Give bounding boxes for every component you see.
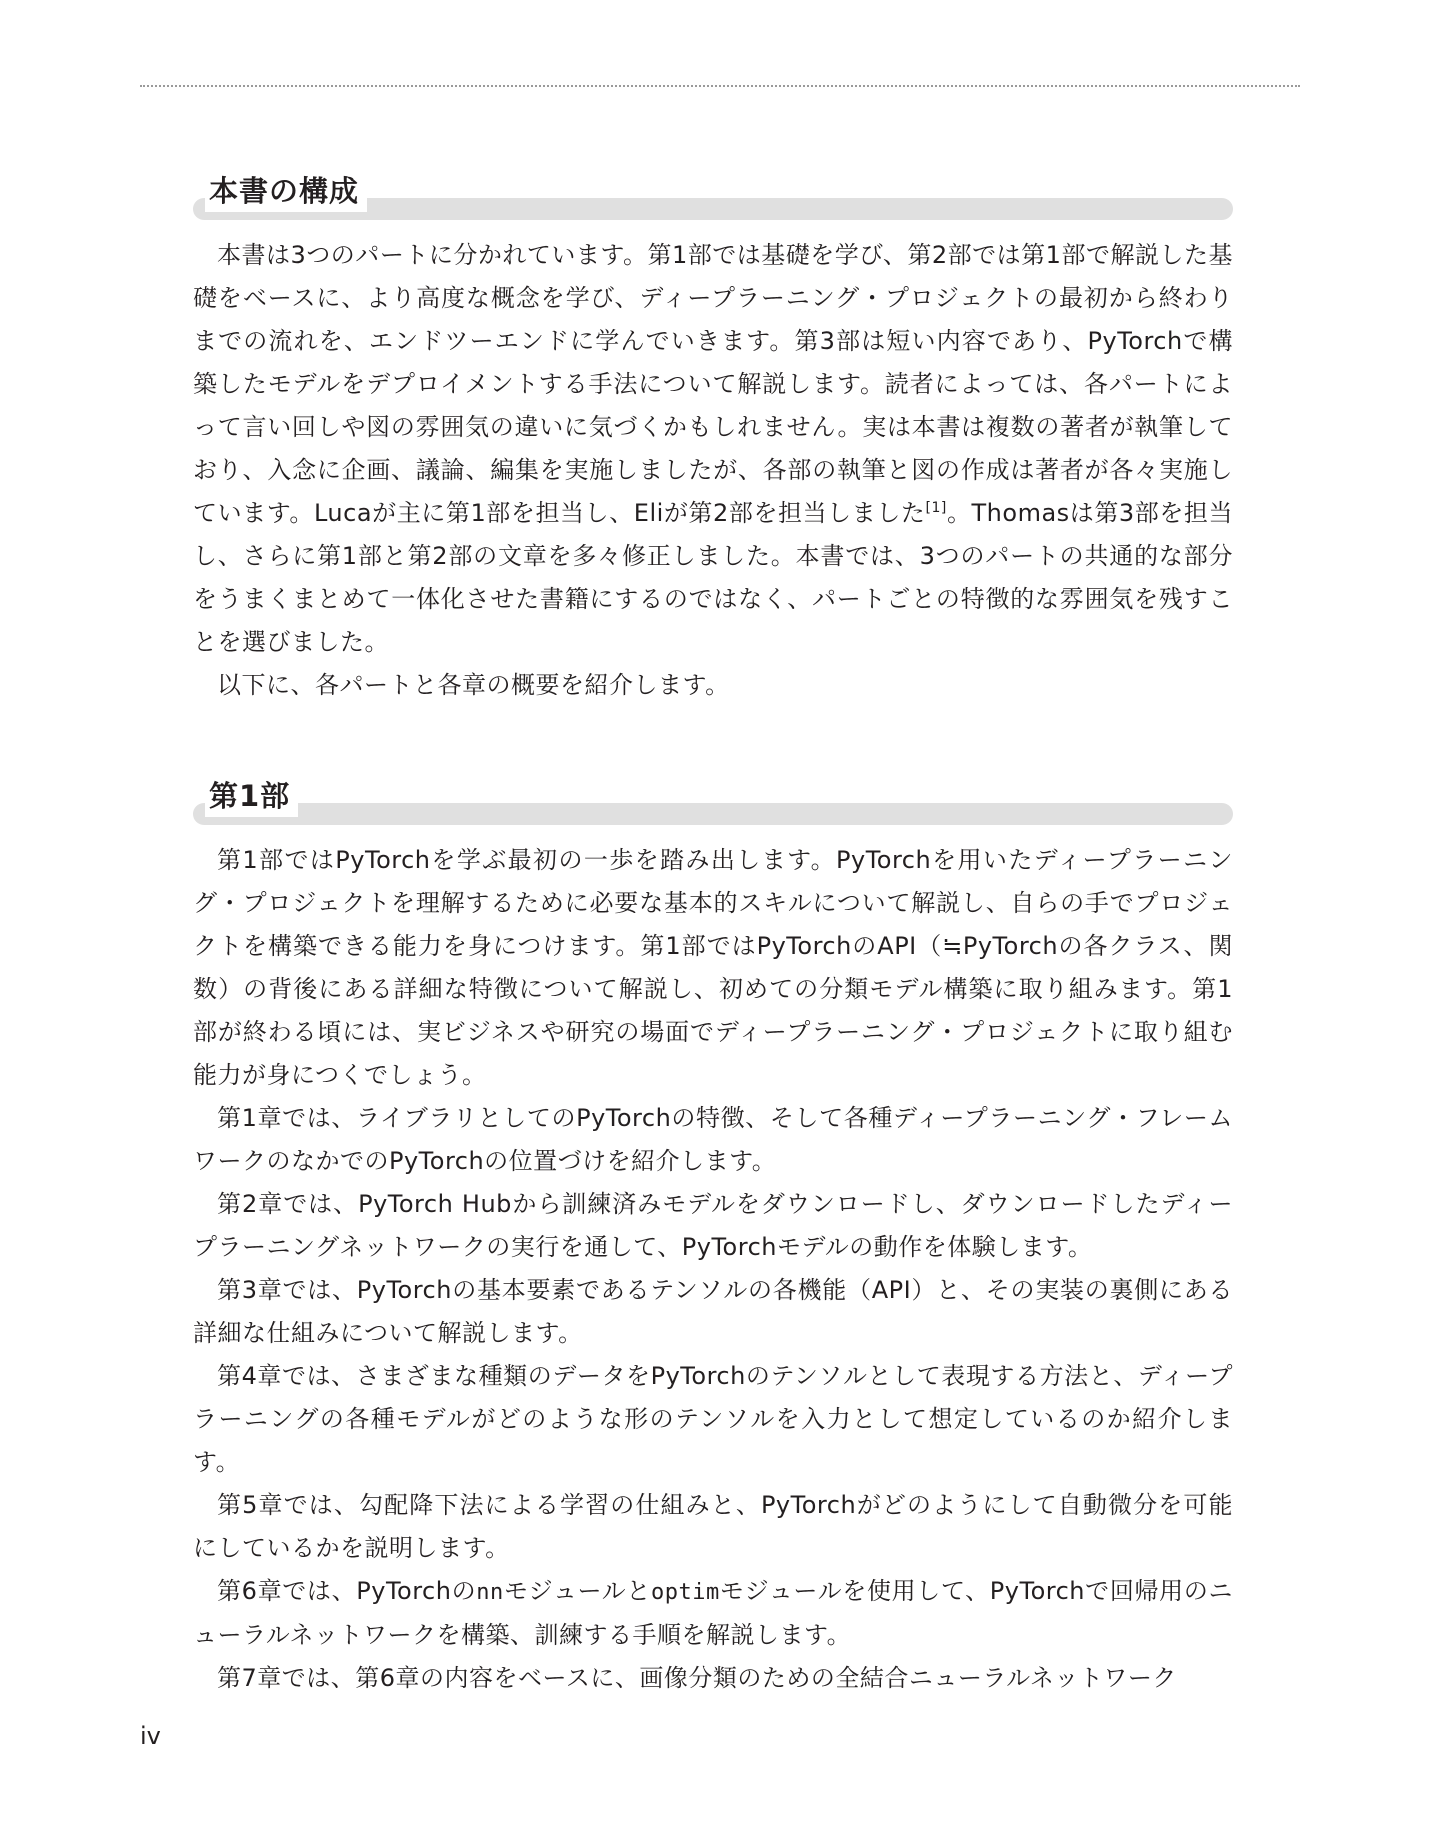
code-nn: nn bbox=[476, 1580, 504, 1605]
paragraph-chapter5: 第5章では、勾配降下法による学習の仕組みと、PyTorchがどのようにして自動微分を可能にしているかを説明します。 bbox=[193, 1491, 1233, 1562]
code-optim: optim bbox=[651, 1580, 720, 1605]
paragraph-part1: 第1部ではPyTorchを学ぶ最初の一歩を踏み出します。PyTorchを用いたディープラーニング・プロジェクトを理解するために必要な基本的スキルについて解説し、自らの手でプロジェクトを構築できる能力を身につけます。第1部ではPyTorchのAPI（≒PyTorchの各クラス、関数）の背後にある詳細な特徴について解説し、初めての分類モデル構築に取り組みます。第1部が終わる頃には、実ビジネスや研究の場面でディープラーニング・プロジェクトに取り組む能力が身につくでしょう。 bbox=[193, 846, 1233, 1089]
section-heading-structure bbox=[193, 170, 1233, 222]
page-number: iv bbox=[140, 1722, 161, 1750]
paragraph-chapter7: 第7章では、第6章の内容をベースに、画像分類のための全結合ニューラルネットワーク bbox=[217, 1664, 1177, 1692]
paragraph-intro-summary: 以下に、各パートと各章の概要を紹介します。 bbox=[217, 671, 730, 699]
heading-bar bbox=[193, 803, 1233, 825]
footnote-ref: [1] bbox=[925, 500, 947, 516]
paragraph-chapter6: 第6章では、PyTorchのnnモジュールとoptimモジュールを使用して、PyTorchで回帰用のニューラルネットワークを構築、訓練する手順を解説します。 bbox=[193, 1577, 1233, 1649]
page-content bbox=[193, 170, 1233, 1700]
section-title: 第1部 bbox=[205, 775, 298, 817]
paragraph-overview: 本書は3つのパートに分かれています。第1部では基礎を学び、第2部では第1部で解説した基礎をベースに、より高度な概念を学び、ディープラーニング・プロジェクトの最初から終わりまでの流れを、エンドツーエンドに学んでいきます。第3部は短い内容であり、PyTorchで構築したモデルをデプロイメントする手法について解説します。読者によっては、各パートによって言い回しや図の雰囲気の違いに気づくかもしれません。実は本書は複数の著者が執筆しており、入念に企画、議論、編集を実施しましたが、各部の執筆と図の作成は著者が各々実施しています。Lucaが主に第1部を担当し、Eliが第2部を担当しました[1]。Thomasは第3部を担当し、さらに第1部と第2部の文章を多々修正しました。本書では、3つのパートの共通的な部分をうまくまとめて一体化させた書籍にするのではなく、パートごとの特徴的な雰囲気を残すことを選びました。 bbox=[193, 241, 1233, 656]
section-heading-part1 bbox=[193, 775, 1233, 827]
paragraph-chapter3: 第3章では、PyTorchの基本要素であるテンソルの各機能（API）と、その実装の裏側にある詳細な仕組みについて解説します。 bbox=[193, 1276, 1233, 1347]
paragraph-chapter1: 第1章では、ライブラリとしてのPyTorchの特徴、そして各種ディープラーニング・フレームワークのなかでのPyTorchの位置づけを紹介します。 bbox=[193, 1104, 1233, 1175]
paragraph-chapter4: 第4章では、さまざまな種類のデータをPyTorchのテンソルとして表現する方法と、ディープラーニングの各種モデルがどのような形のテンソルを入力として想定しているのか紹介します。 bbox=[193, 1362, 1233, 1476]
paragraph-chapter2: 第2章では、PyTorch Hubから訓練済みモデルをダウンロードし、ダウンロードしたディープラーニングネットワークの実行を通して、PyTorchモデルの動作を体験します。 bbox=[193, 1190, 1233, 1261]
header-dotted-rule bbox=[140, 85, 1300, 87]
section-title: 本書の構成 bbox=[205, 170, 367, 212]
